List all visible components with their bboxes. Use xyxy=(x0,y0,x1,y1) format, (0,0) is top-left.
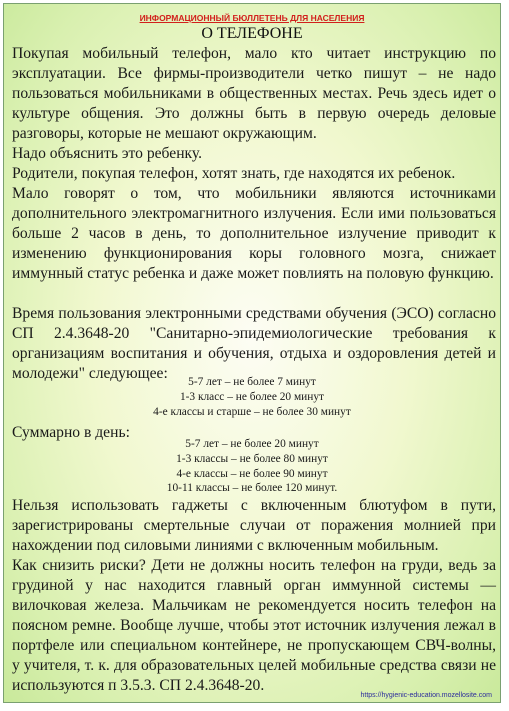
paragraph-eso-rules: Время пользования электронными средствами обучения (ЭСО) согласно СП 2.4.3648-20 "Санитарно-эпидемиологические требования к организациям воспитания и обучения, отдыха и оздоровления детей и молодежи" следующее: xyxy=(12,305,496,382)
paragraph-explain: Надо объяснить это ребенку. xyxy=(12,145,203,162)
lesson-limit-item: 1-3 класс – не более 20 минут xyxy=(179,390,325,403)
paragraph-radiation: Мало говорят о том, что мобильники являются источниками дополнительного электромагнитного излучения. Если ими пользоваться больше 2 часов в день, то дополнительное излучение приводит к изменению функционирования коры головного мозга, снижает иммунный статус ребенка и даже может повлиять на половую функцию. xyxy=(12,185,496,282)
source-link[interactable]: https://hygienic-education.mozellosite.com xyxy=(360,692,492,699)
paragraph-parents: Родители, покупая телефон, хотят знать, где находятся их ребенок. xyxy=(12,165,456,182)
paragraph-bluetooth: Нельзя использовать гаджеты с включенным блютуфом в пути, зарегистрированы смертельные случаи от поражения молнией при нахождении под силовыми линиями с включенным мобильным. xyxy=(12,497,496,554)
daily-limit-item: 10-11 классы – не более 120 минут. xyxy=(166,482,338,495)
lesson-limit-item: 4-е классы и старше – не более 30 минут xyxy=(153,405,351,418)
daily-limit-item: 5-7 лет – не более 20 минут xyxy=(185,438,319,450)
lesson-limits-list xyxy=(4,375,500,419)
bulletin-header: ИНФОРМАЦИОННЫЙ БЮЛЛЕТЕНЬ ДЛЯ НАСЕЛЕНИЯ xyxy=(139,13,365,23)
daily-limit-item: 1-3 классы – не более 80 минут xyxy=(176,452,328,465)
bulletin-sheet xyxy=(3,3,501,703)
daily-heading: Суммарно в день: xyxy=(12,424,130,441)
lesson-limit-item: 5-7 лет – не более 7 минут xyxy=(188,376,316,388)
page-title: О ТЕЛЕФОНЕ xyxy=(201,25,303,42)
paragraph-intro: Покупая мобильный телефон, мало кто читает инструкцию по эксплуатации. Все фирмы-производители четко пишут – не надо пользоваться мобильниками в общественных местах. Речь здесь идет о культуре общения. Это должны быть в первую очередь деловые разговоры, которые не мешают окружающим. xyxy=(12,45,496,142)
daily-limits-list xyxy=(4,437,500,496)
paragraph-risks: Как снизить риски? Дети не должны носить телефон на груди, ведь за грудиной у нас находится главный орган иммунной системы — вилочковая железа. Мальчикам не рекомендуется носить телефон на поясном ремне. Вообще лучше, чтобы этот источник излучения лежал в портфеле или специальном контейнере, не пропускающем СВЧ-волны, у учителя, т. к. для образовательных целей мобильные средства связи не используются п 3.5.3. СП 2.4.3648-20. xyxy=(12,557,496,694)
daily-limit-item: 4-е классы – не более 90 минут xyxy=(176,467,328,480)
